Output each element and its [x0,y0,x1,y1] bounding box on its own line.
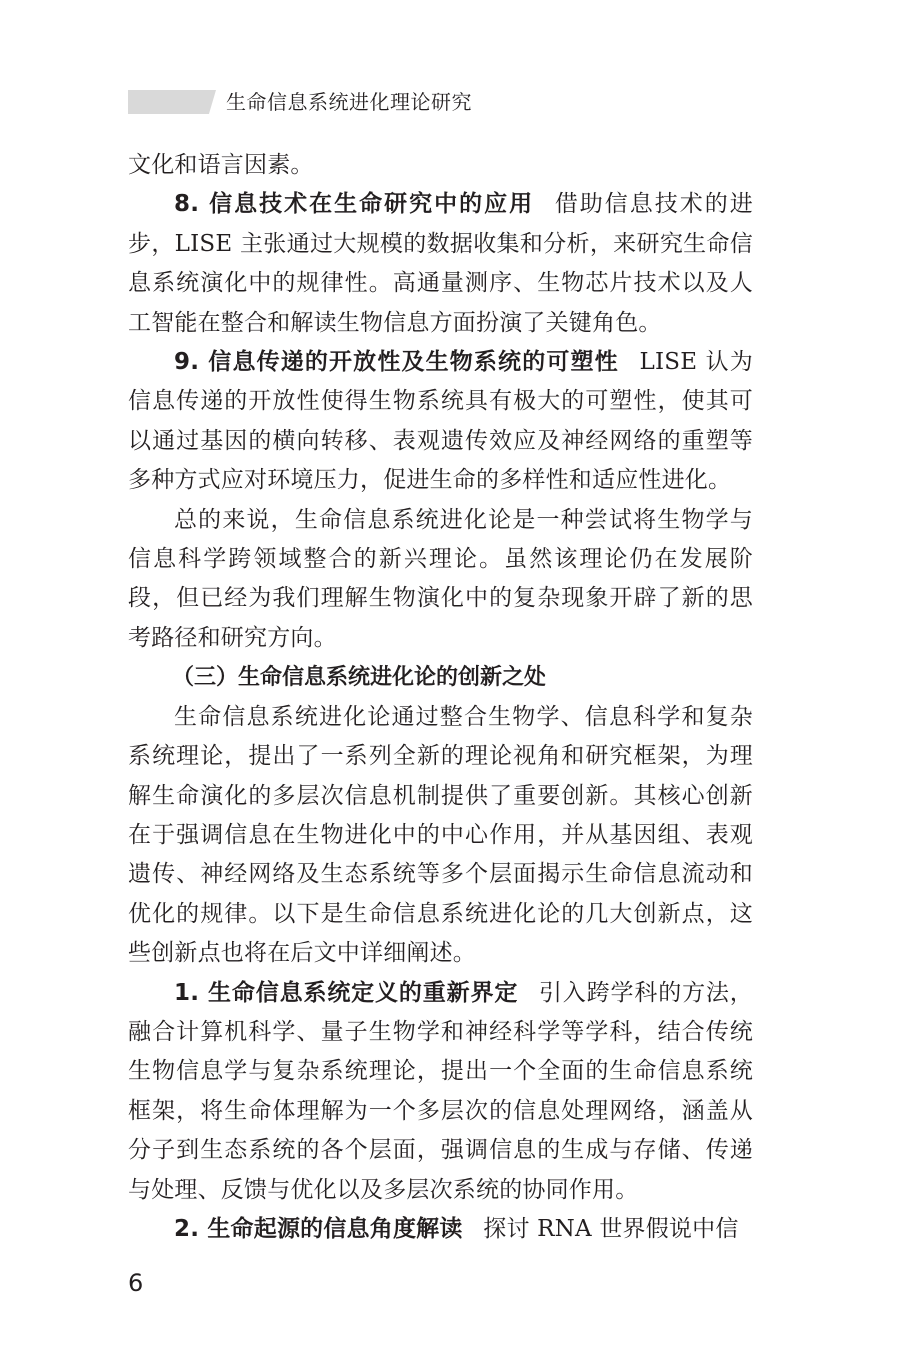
item-8-text: 借助信息技术的进步，LISE 主张通过大规模的数据收集和分析，来研究生命信息系统演化中的规律性。高通量测序、生物芯片技术以及人工智能在整合和解读生物信息方面扮演了关键角色。 [128,191,753,336]
innovation-1-text: 引入跨学科的方法，融合计算机科学、量子生物学和神经科学等学科，结合传统生物信息学与复杂系统理论，提出一个全面的生命信息系统框架，将生命体理解为一个多层次的信息处理网络，涵盖从分子到生态系统的各个层面，强调信息的生成与存储、传递与处理、反馈与优化以及多层次系统的协同作用。 [128,979,753,1203]
body-text [128,146,753,1249]
item-9-heading: 9. 信息传递的开放性及生物系统的可塑性 [174,349,619,376]
section-heading: （三）生命信息系统进化论的创新之处 [172,665,547,691]
paragraph-innovation-intro: 生命信息系统进化论通过整合生物学、信息科学和复杂系统理论，提出了一系列全新的理论视角和研究框架，为理解生命演化的多层次信息机制提供了重要创新。其核心创新在于强调信息在生物进化中的中心作用，并从基因组、表观遗传、神经网络及生态系统等多个层面揭示生命信息流动和优化的规律。以下是生命信息系统进化论的几大创新点，这些创新点也将在后文中详细阐述。 [128,703,753,967]
paragraph-item-9 [128,343,753,501]
paragraph-innovation-2 [128,1210,753,1249]
item-9-text: LISE 认为信息传递的开放性使得生物系统具有极大的可塑性，使其可以通过基因的横向转移、表观遗传效应及神经网络的重塑等多种方式应对环境压力，促进生命的多样性和适应性进化。 [128,349,753,494]
paragraph-summary: 总的来说，生命信息系统进化论是一种尝试将生物学与信息科学跨领域整合的新兴理论。虽然该理论仍在发展阶段，但已经为我们理解生物演化中的复杂现象开辟了新的思考路径和研究方向。 [128,506,753,651]
paragraph-innovation-1 [128,974,753,1210]
innovation-1-heading: 1. 生命信息系统定义的重新界定 [174,979,519,1006]
header-decoration-bar [128,90,216,114]
header-title: 生命信息系统进化理论研究 [226,90,472,114]
page-number: 6 [128,1269,144,1297]
innovation-2-text: 探讨 RNA 世界假说中信 [483,1215,739,1242]
running-header [128,88,488,118]
item-8-heading: 8. 信息技术在生命研究中的应用 [174,191,535,218]
innovation-2-heading: 2. 生命起源的信息角度解读 [174,1215,463,1242]
paragraph-continuation: 文化和语言因素。 [128,152,314,178]
paragraph-item-8 [128,185,753,343]
